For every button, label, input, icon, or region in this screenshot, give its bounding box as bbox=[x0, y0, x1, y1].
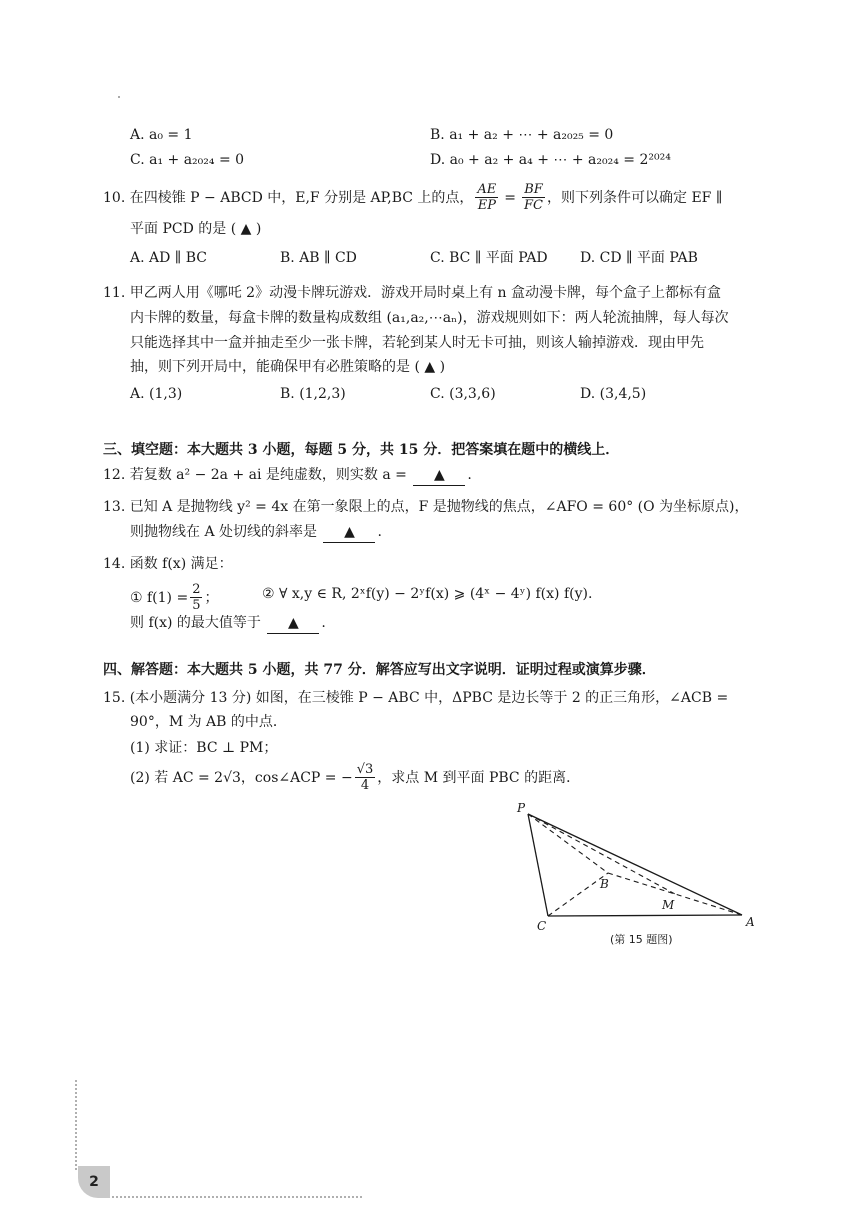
q14-period: . bbox=[321, 615, 326, 631]
q13-period: . bbox=[377, 524, 382, 540]
q10-line1 bbox=[103, 182, 722, 213]
q14-c1-text: ① f(1) = bbox=[130, 589, 189, 606]
q11-line3: 只能选择其中一盒并抽走至少一张卡牌，若轮到某人时无卡可抽，则该人输掉游戏．现由甲先 bbox=[130, 335, 704, 351]
q11-line4: 抽，则下列开局中，能确保甲有必胜策略的是 ( ▲ ) bbox=[130, 359, 446, 375]
q10-frac1-den: EP bbox=[477, 198, 496, 213]
q13-blank: ▲ bbox=[323, 522, 375, 543]
section-4-heading: 四、解答题：本大题共 5 小题，共 77 分．解答应写出文字说明．证明过程或演算步骤． bbox=[103, 662, 656, 678]
label-a: A bbox=[746, 915, 755, 929]
edge-ba-dashed bbox=[608, 873, 742, 915]
q15-line1: 15. (本小题满分 13 分) 如图，在三棱锥 P − ABC 中，ΔPBC 是边长等于 2 的正三角形，∠ACB = bbox=[103, 690, 729, 706]
q10-fraction-bf-fc bbox=[522, 182, 545, 213]
q15-fraction-sqrt3-4 bbox=[355, 762, 376, 793]
q12-blank: ▲ bbox=[413, 465, 465, 486]
q14-c1-num: 2 bbox=[192, 582, 201, 597]
q10-option-c: C. BC ∥ 平面 PAD bbox=[430, 250, 548, 266]
q12 bbox=[103, 465, 472, 486]
q14-c1-den: 5 bbox=[192, 598, 201, 613]
q15-frac-num: √3 bbox=[356, 762, 374, 777]
page-number: 2 bbox=[78, 1166, 110, 1198]
q9-option-b: B. a₁ + a₂ + ⋯ + a₂₀₂₅ = 0 bbox=[430, 127, 614, 143]
q10-fraction-ae-ep bbox=[475, 182, 498, 213]
q14-line3 bbox=[130, 613, 326, 634]
label-c: C bbox=[537, 919, 547, 933]
q15-part2-text-post: ，求点 M 到平面 PBC 的距离． bbox=[377, 769, 581, 786]
q10-line2: 平面 PCD 的是 ( ▲ ) bbox=[130, 221, 262, 237]
q15-part2-text-pre: (2) 若 AC = 2√3，cos∠ACP = − bbox=[130, 769, 353, 786]
q11-option-a: A. (1,3) bbox=[130, 386, 183, 402]
figure-caption: (第 15 题图) bbox=[610, 933, 673, 946]
q13-text: 则抛物线在 A 处切线的斜率是 bbox=[130, 524, 322, 540]
q10-option-a: A. AD ∥ BC bbox=[130, 250, 207, 266]
footer-dotted-line bbox=[100, 1196, 362, 1198]
segment-pm-dashed bbox=[528, 814, 675, 894]
q14-condition-1 bbox=[130, 582, 218, 613]
section-3-heading: 三、填空题：本大题共 3 小题，每题 5 分，共 15 分．把答案填在题中的横线上． bbox=[103, 442, 620, 458]
edge-pc bbox=[528, 814, 548, 916]
q11-option-c: C. (3,3,6) bbox=[430, 386, 496, 402]
q12-period: . bbox=[467, 467, 472, 483]
q15-frac-den: 4 bbox=[360, 778, 370, 793]
q10-frac1-num: AE bbox=[477, 182, 497, 197]
q15-line2: 90°，M 为 AB 的中点． bbox=[130, 714, 287, 730]
q14-fraction-2-5 bbox=[190, 582, 202, 613]
q10-frac2-num: BF bbox=[524, 182, 543, 197]
q11-option-b: B. (1,2,3) bbox=[280, 386, 346, 402]
q13-line1: 13. 已知 A 是抛物线 y² = 4x 在第一象限上的点，F 是抛物线的焦点，∠AFO = 60° (O 为坐标原点)， bbox=[103, 499, 749, 515]
q10-text-pre: 10. 在四棱锥 P − ABCD 中，E,F 分别是 AP,BC 上的点， bbox=[103, 189, 474, 206]
q14-c1-semicolon: ； bbox=[204, 589, 219, 606]
edge-pa bbox=[528, 814, 742, 915]
q12-text: 12. 若复数 a² − 2a + ai 是纯虚数，则实数 a = bbox=[103, 467, 412, 483]
q11-option-d: D. (3,4,5) bbox=[580, 386, 647, 402]
q9-option-d: D. a₀ + a₂ + a₄ + ⋯ + a₂₀₂₄ = 2²⁰²⁴ bbox=[430, 152, 671, 168]
edge-cb-dashed bbox=[548, 873, 608, 916]
q11-line2: 内卡牌的数量，每盒卡牌的数量构成数组 (a₁,a₂,⋯aₙ)，游戏规则如下：两人轮流抽牌，每人每次 bbox=[130, 310, 729, 326]
q9-option-c: C. a₁ + a₂₀₂₄ = 0 bbox=[130, 152, 245, 168]
q11-line1: 11. 甲乙两人用《哪吒 2》动漫卡牌玩游戏．游戏开局时桌上有 n 盒动漫卡牌，每个盒子上都标有盒 bbox=[103, 285, 721, 301]
q10-option-d: D. CD ∥ 平面 PAB bbox=[580, 250, 698, 266]
label-p: P bbox=[517, 801, 526, 815]
q14-blank: ▲ bbox=[267, 613, 319, 634]
label-b: B bbox=[600, 877, 609, 891]
q10-option-b: B. AB ∥ CD bbox=[280, 250, 357, 266]
margin-dotted-line bbox=[75, 1080, 77, 1170]
q10-frac2-den: FC bbox=[524, 198, 543, 213]
edge-pb-dashed bbox=[528, 814, 608, 873]
q10-equals: = bbox=[504, 189, 517, 206]
label-m: M bbox=[662, 898, 675, 912]
edge-ca bbox=[548, 915, 742, 916]
q13-line2 bbox=[130, 522, 382, 543]
q10-text-post: ，则下列条件可以确定 EF ∥ bbox=[547, 189, 723, 206]
q14-condition-2: ② ∀ x,y ∈ R, 2ˣf(y) − 2ʸf(x) ⩾ (4ˣ − 4ʸ) f(x) f(y). bbox=[262, 586, 593, 602]
scan-dot bbox=[118, 96, 120, 98]
q15-part2 bbox=[130, 762, 580, 793]
q15-part1: (1) 求证：BC ⊥ PM； bbox=[130, 740, 278, 756]
q9-option-a: A. a₀ = 1 bbox=[130, 127, 193, 143]
q14-text: 则 f(x) 的最大值等于 bbox=[130, 615, 266, 631]
q14-line1: 14. 函数 f(x) 满足： bbox=[103, 556, 233, 572]
